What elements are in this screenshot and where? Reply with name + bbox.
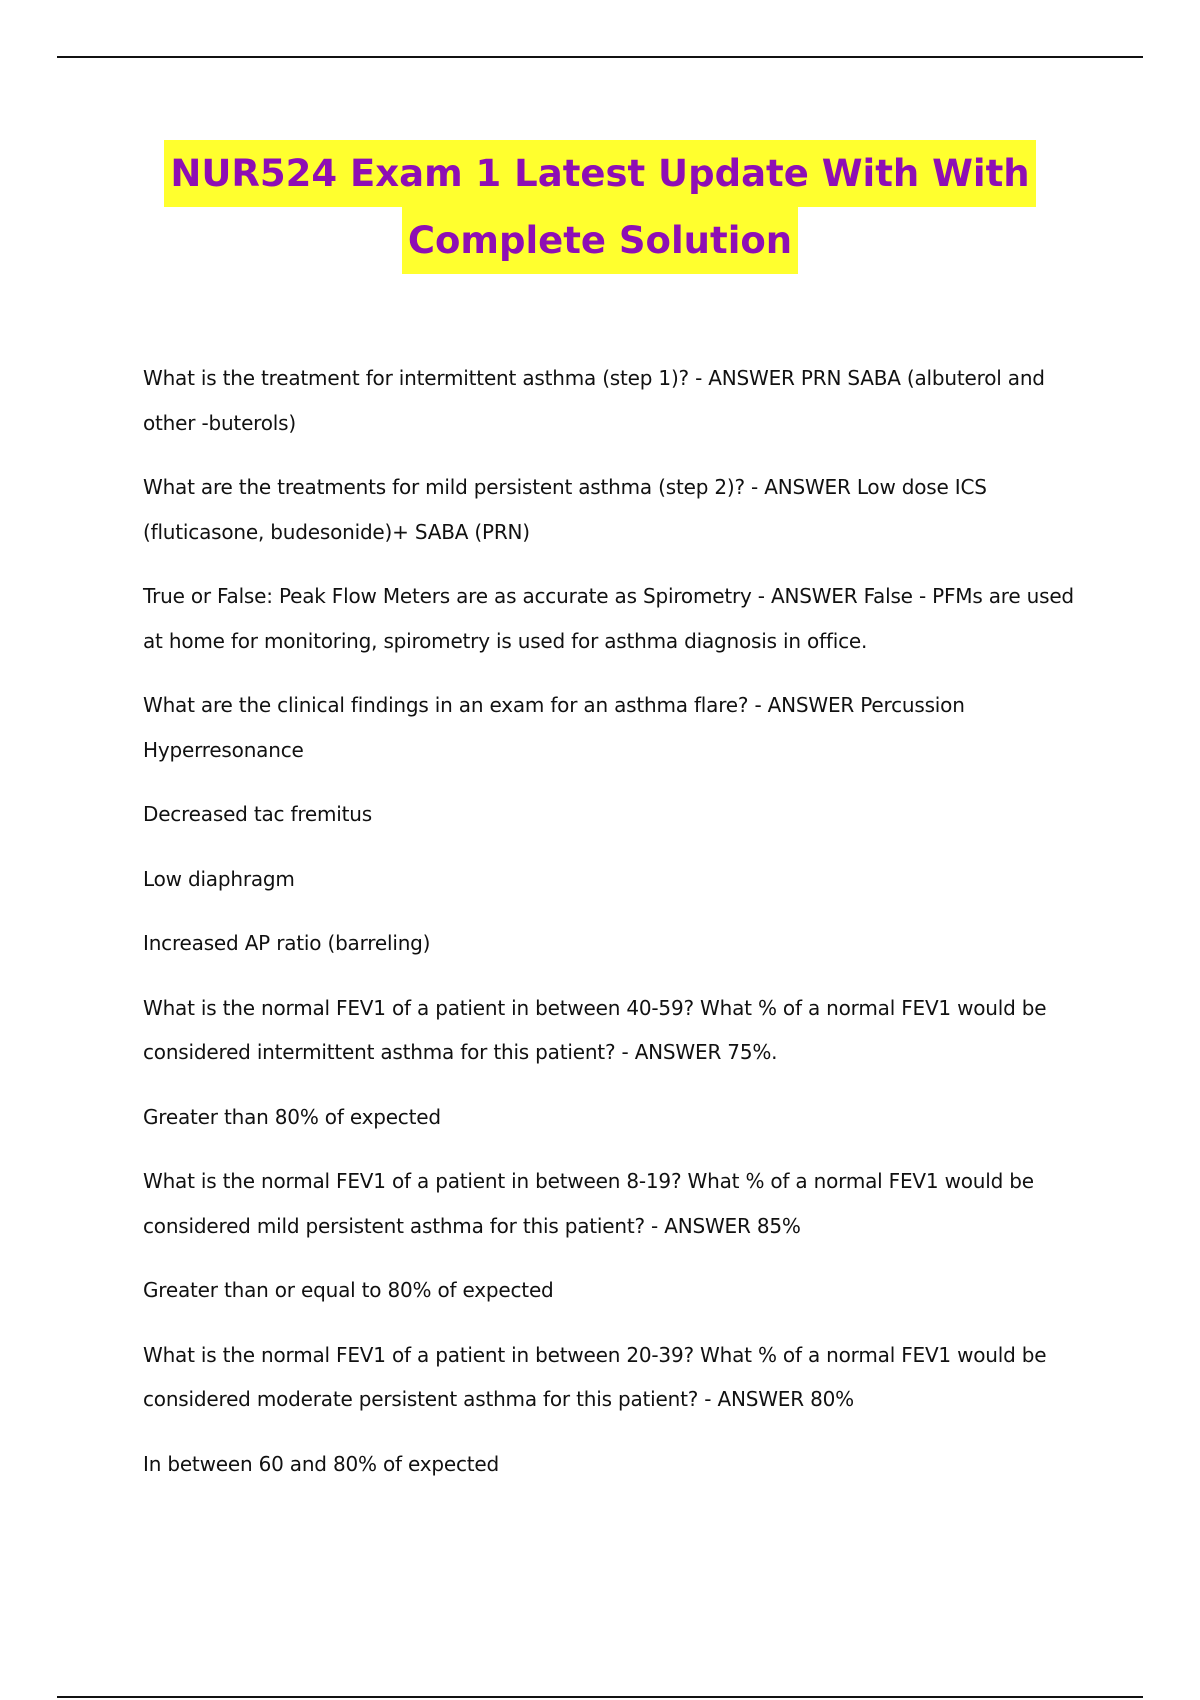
paragraph: True or False: Peak Flow Meters are as accurate as Spirometry - ANSWER False - PFMs are used at home for monitoring, spirometry is used for asthma diagnosis in office. <box>143 584 1074 653</box>
title-line-2: Complete Solution <box>402 207 798 274</box>
paragraph: Greater than or equal to 80% of expected <box>143 1278 554 1302</box>
title-line-1: NUR524 Exam 1 Latest Update With With <box>164 140 1035 207</box>
paragraph: Increased AP ratio (barreling) <box>143 931 431 955</box>
paragraph: In between 60 and 80% of expected <box>143 1451 500 1476</box>
document-body <box>143 356 1083 1506</box>
header-rule <box>57 56 1143 58</box>
paragraph: Low diaphragm <box>143 866 295 891</box>
paragraph: What is the normal FEV1 of a patient in between 40-59? What % of a normal FEV1 would be considered intermittent asthma for this patient? - ANSWER 75%. <box>143 995 1047 1064</box>
paragraph: Greater than 80% of expected <box>143 1104 441 1129</box>
paragraph: What is the normal FEV1 of a patient in between 20-39? What % of a normal FEV1 would be considered moderate persistent asthma for this patient? - ANSWER 80% <box>143 1342 1047 1411</box>
paragraph: What is the treatment for intermittent asthma (step 1)? - ANSWER PRN SABA (albuterol and other -buterols) <box>143 366 1045 435</box>
footer-rule <box>57 1696 1143 1698</box>
paragraph: Decreased tac fremitus <box>143 802 372 826</box>
paragraph: What are the treatments for mild persistent asthma (step 2)? - ANSWER Low dose ICS (fluticasone, budesonide)+ SABA (PRN) <box>143 475 987 544</box>
paragraph: What are the clinical findings in an exam for an asthma flare? - ANSWER Percussion Hyperresonance <box>143 693 965 762</box>
document-title <box>0 140 1200 274</box>
paragraph: What is the normal FEV1 of a patient in between 8-19? What % of a normal FEV1 would be considered mild persistent asthma for this patient? - ANSWER 85% <box>143 1169 1034 1238</box>
